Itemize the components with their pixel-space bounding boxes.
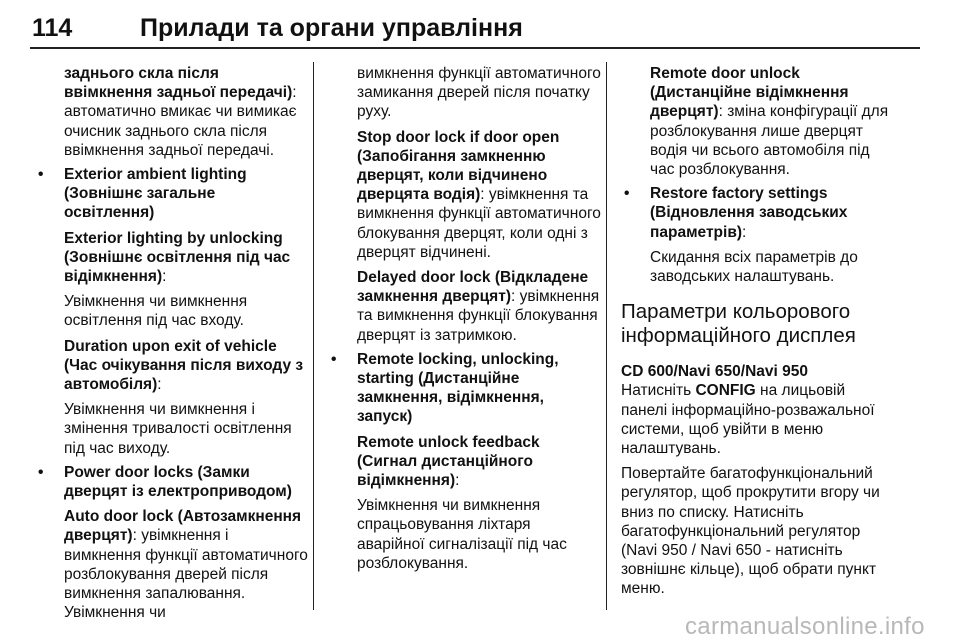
header-rule	[30, 47, 920, 49]
list-item: • Remote locking, unlocking, starting (Дистанційне замкнення, відімкнення, запуск)	[357, 350, 601, 427]
list-item: • Power door locks (Замки дверцят із електроприводом)	[64, 463, 308, 501]
list-item: • Restore factory settings (Відновлення заводських параметрів):	[650, 184, 894, 242]
paragraph: заднього скла після ввімкнення задньої передачі): автоматично вмикає чи вимикає очисник заднього скла після ввімкнення задньої передачі.	[64, 65, 297, 159]
page-header	[30, 0, 920, 48]
paragraph: Remote unlock feedback (Сигнал дистанційного відімкнення):	[357, 433, 540, 490]
paragraph: Delayed door lock (Відкладене замкнення дверцят): увімкнення та вимкнення функції блокування дверцят із затримкою.	[357, 269, 600, 344]
paragraph: Повертайте багатофункціональний регулятор, щоб прокрутити вгору чи вниз по списку. Натисніть багатофункціональний регулятор (Navi 950 / Navi 650 - натисніть зовнішнє кільце), щоб обрати пункт меню.	[621, 465, 880, 598]
paragraph: Duration upon exit of vehicle (Час очікування після виходу з автомобіля):	[64, 337, 304, 394]
section-subheading: CD 600/Navi 650/Navi 950	[621, 363, 808, 381]
page-number: 114	[32, 14, 73, 42]
paragraph: Remote door unlock (Дистанційне відімкнення дверцят): зміна конфігурації для розблокування лише дверцят водія чи всього автомобіля під час розблокування.	[650, 65, 889, 179]
column-1	[64, 64, 308, 628]
paragraph: Stop door lock if door open (Запобігання замкненню дверцят, коли відчинено дверцята водія): увімкнення та вимкнення функції автоматичного блокування дверцят, коли одні з дверцят відчинені.	[357, 128, 601, 261]
list-item: • Exterior ambient lighting (Зовнішнє загальне освітлення)	[64, 165, 308, 223]
page-title: Прилади та органи управління	[140, 14, 523, 42]
column-divider-2	[606, 62, 607, 610]
paragraph: Увімкнення чи вимкнення освітлення під час входу.	[64, 293, 248, 330]
paragraph: Exterior lighting by unlocking (Зовнішнє освітлення під час відімкнення):	[64, 229, 291, 286]
column-divider-1	[313, 62, 314, 610]
paragraph: вимкнення функції автоматичного замикання дверей після початку руху.	[357, 65, 601, 121]
column-3	[621, 64, 894, 605]
paragraph: Скидання всіх параметрів до заводських налаштувань.	[650, 248, 858, 286]
paragraph: Auto door lock (Автозамкнення дверцят): увімкнення і вимкнення функції автоматичного розблокування дверей після вимкнення запалювання. Увімкнення чи	[64, 508, 308, 622]
paragraph: Увімкнення чи вимкнення і змінення тривалості освітлення під час виходу.	[64, 401, 292, 457]
paragraph: Увімкнення чи вимкнення спрацьовування ліхтаря аварійної сигналізації під час розблокування.	[357, 497, 567, 572]
section-heading: Параметри кольорового інформаційного дисплея	[621, 300, 856, 348]
column-2	[357, 64, 601, 579]
paragraph: Натисніть CONFIG на лицьовій панелі інформаційно-розважальної системи, щоб увійти в меню налаштувань.	[621, 382, 875, 458]
watermark: carmanualsonline.info	[685, 613, 925, 640]
